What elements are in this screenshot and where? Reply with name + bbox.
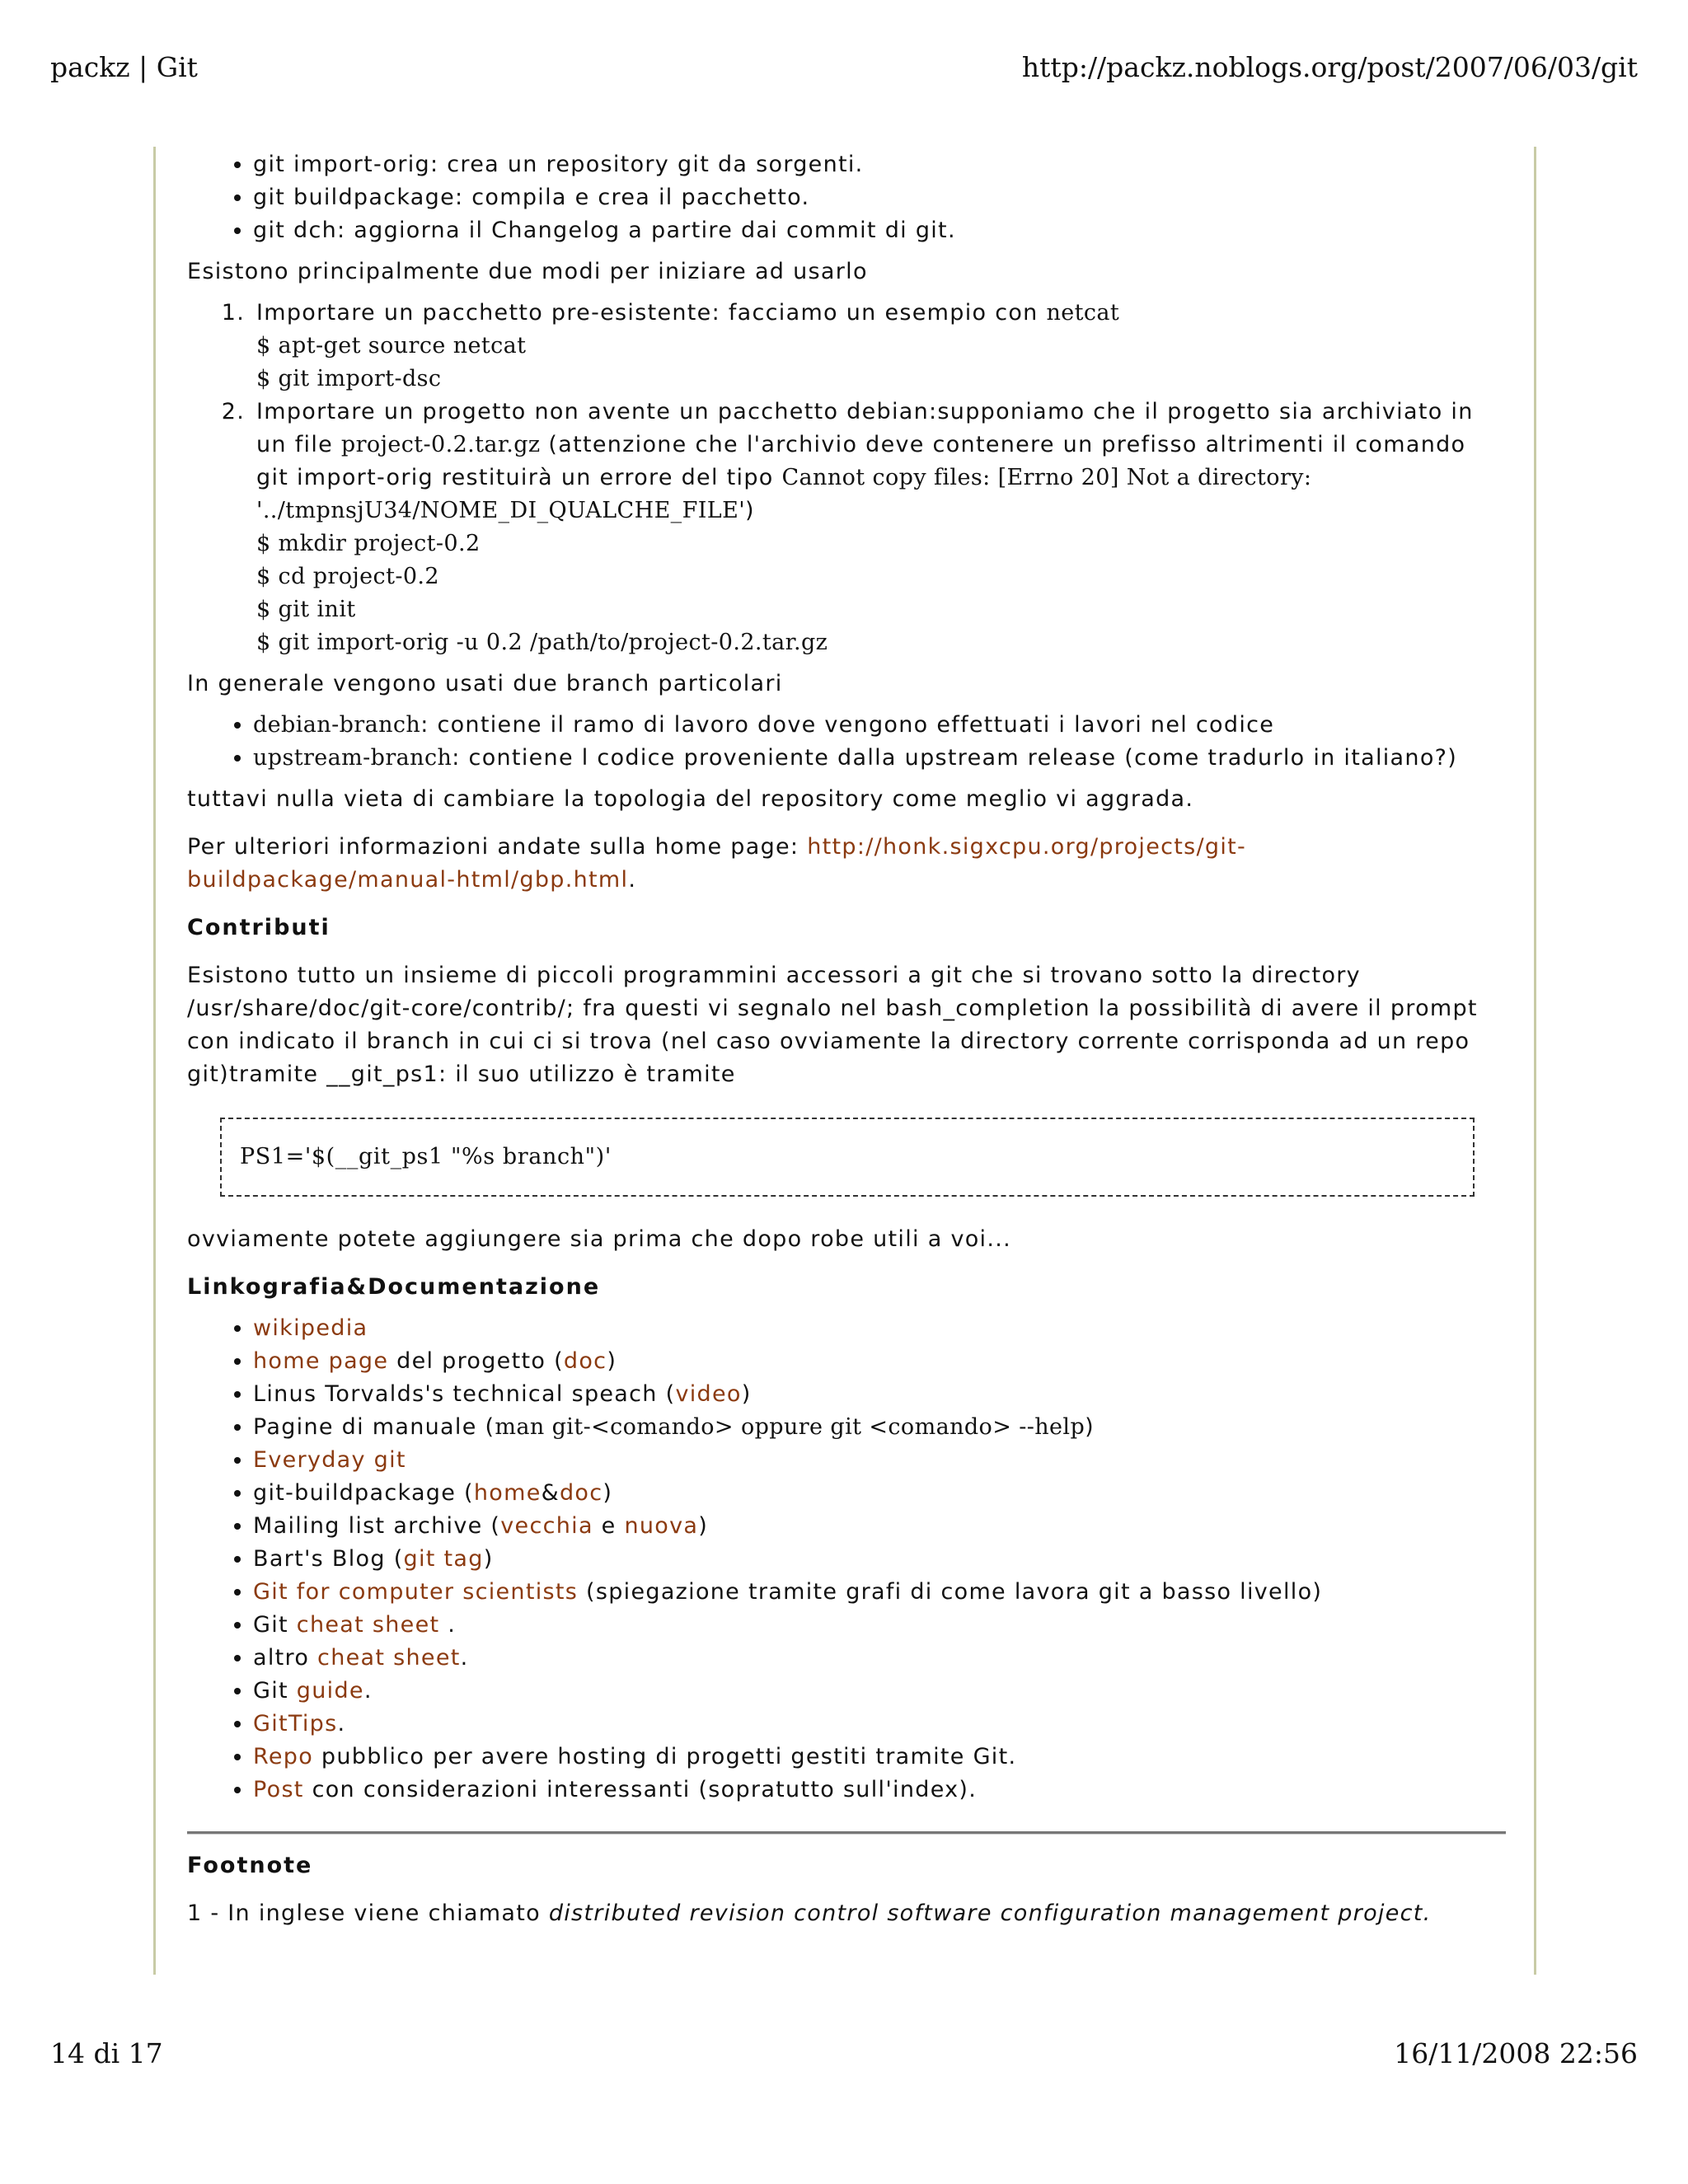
footnote-text: 1 - In inglese viene chiamato distributed revision control software configuration management project. [187, 1900, 1432, 1926]
modes-list [187, 297, 1506, 659]
list-item: • Mailing list archive (vecchia e nuova) [253, 1510, 1506, 1543]
video-link[interactable]: video [675, 1381, 742, 1407]
gbp-manual-link[interactable]: http://honk.sigxcpu.org/projects/git-buildpackage/manual-html/gbp.html [187, 834, 1247, 893]
list-item: • Bart's Blog (git tag) [253, 1543, 1506, 1576]
list-item: • Pagine di manuale (man git-<comando> oppure git <comando> --help) [253, 1411, 1506, 1444]
list-item [253, 1444, 1506, 1477]
wikipedia-link[interactable]: wikipedia [253, 1315, 368, 1341]
list-item: 1. Importare un pacchetto pre-esistente: facciamo un esempio con netcat $ apt-get source netcat $ git import-dsc [253, 297, 1506, 396]
command-line: $ git init [256, 597, 356, 622]
print-timestamp: 16/11/2008 22:56 [1394, 2037, 1638, 2069]
after-code-text: ovviamente potete aggiungere sia prima che dopo robe utili a voi... [187, 1226, 1011, 1252]
tool-list [187, 148, 1506, 247]
list-item: • Linus Torvalds's technical speach (video) [253, 1378, 1506, 1411]
list-item: • Repo pubblico per avere hosting di progetti gestiti tramite Git. [253, 1741, 1506, 1774]
mailing-old-link[interactable]: vecchia [500, 1513, 593, 1539]
command-line: $ mkdir project-0.2 [256, 531, 481, 556]
git-guide-link[interactable]: guide [296, 1678, 364, 1704]
print-footer [50, 2037, 1638, 2069]
contrib-text: Esistono tutto un insieme di piccoli programmini accessori a git che si trovano sotto la directory /usr/share/doc/git-core/contrib/; fra questi vi segnalo nel bash_completion la possibilità di avere il prompt con indicato il branch in cui ci si trova (nel caso ovviamente la directory corrente corrisponda ad un repo git)tramite __git_ps1: il suo utilizzo è tramite [187, 963, 1478, 1087]
list-item: • debian-branch: contiene il ramo di lavoro dove vengono effettuati i lavori nel codice [253, 709, 1506, 742]
command-line: $ git import-orig -u 0.2 /path/to/project-0.2.tar.gz [256, 630, 828, 655]
list-item: • home page del progetto (doc) [253, 1345, 1506, 1378]
list-item: • Git guide. [253, 1675, 1506, 1708]
gbp-home-link[interactable]: home [473, 1480, 542, 1506]
list-item: • altro cheat sheet. [253, 1642, 1506, 1675]
list-item: • git-buildpackage (home&doc) [253, 1477, 1506, 1510]
list-item: • git buildpackage: compila e crea il pacchetto. [253, 181, 1506, 214]
section-heading-linkografia: Linkografia&Documentazione [187, 1274, 601, 1300]
post-link[interactable]: Post [253, 1777, 304, 1802]
gittips-link[interactable]: GitTips [253, 1711, 338, 1736]
list-item: • git import-orig: crea un repository git da sorgenti. [253, 148, 1506, 181]
repo-link[interactable]: Repo [253, 1744, 314, 1769]
git-tag-link[interactable]: git tag [403, 1546, 484, 1572]
list-item: • GitTips. [253, 1708, 1506, 1741]
command-line: $ git import-dsc [256, 366, 442, 391]
page-url: http://packz.noblogs.org/post/2007/06/03/git [1021, 51, 1638, 83]
cheat-sheet-link[interactable]: cheat sheet [296, 1612, 440, 1638]
list-item: 2. Importare un progetto non avente un pacchetto debian:supponiamo che il progetto sia archiviato in un file project-0.2.tar.gz (attenzione che l'archivio deve contenere un prefisso altrimenti il comando git import-orig restituirà un errore del tipo Cannot copy files: [Errno 20] Not a directory: '../tmpnsjU34/NOME_DI_QUALCHE_FILE') $ mkdir project-0.2 $ cd project-0.2 $ git init $ git import-orig -u 0.2 /path/to/project-0.2.tar.gz [253, 396, 1506, 659]
command-line: $ apt-get source netcat [256, 333, 527, 359]
git-for-cs-link[interactable]: Git for computer scientists [253, 1579, 579, 1605]
section-heading-contributi: Contributi [187, 915, 331, 940]
doc-link[interactable]: doc [563, 1348, 607, 1374]
code-block: PS1='$(__git_ps1 "%s branch")' [220, 1118, 1475, 1197]
article-content [187, 148, 1506, 1930]
branches-list [187, 709, 1506, 775]
more-info: Per ulteriori informazioni andate sulla home page: http://honk.sigxcpu.org/projects/git-buildpackage/manual-html/gbp.html. [187, 834, 1247, 893]
command-line: $ cd project-0.2 [256, 564, 439, 589]
list-item: • upstream-branch: contiene l codice proveniente dalla upstream release (come tradurlo in italiano?) [253, 742, 1506, 775]
list-item: • Git cheat sheet . [253, 1609, 1506, 1642]
branches-intro: In generale vengono usati due branch particolari [187, 671, 783, 696]
section-heading-footnote: Footnote [187, 1853, 313, 1878]
home-page-link[interactable]: home page [253, 1348, 389, 1374]
list-item: • git dch: aggiorna il Changelog a partire dai commit di git. [253, 214, 1506, 247]
cheat-sheet-alt-link[interactable]: cheat sheet [317, 1645, 461, 1671]
links-list [187, 1312, 1506, 1807]
mailing-new-link[interactable]: nuova [624, 1513, 699, 1539]
list-item [253, 1312, 1506, 1345]
modes-intro: Esistono principalmente due modi per iniziare ad usarlo [187, 259, 868, 284]
everyday-git-link[interactable]: Everyday git [253, 1447, 406, 1473]
topology-text: tuttavi nulla vieta di cambiare la topologia del repository come meglio vi aggrada. [187, 786, 1194, 812]
gbp-doc-link[interactable]: doc [559, 1480, 603, 1506]
divider [187, 1831, 1506, 1835]
list-item: • Post con considerazioni interessanti (sopratutto sull'index). [253, 1774, 1506, 1807]
print-header [50, 51, 1638, 83]
page-title: packz | Git [50, 51, 198, 83]
list-item: • Git for computer scientists (spiegazione tramite grafi di come lavora git a basso livello) [253, 1576, 1506, 1609]
page-counter: 14 di 17 [50, 2037, 163, 2069]
